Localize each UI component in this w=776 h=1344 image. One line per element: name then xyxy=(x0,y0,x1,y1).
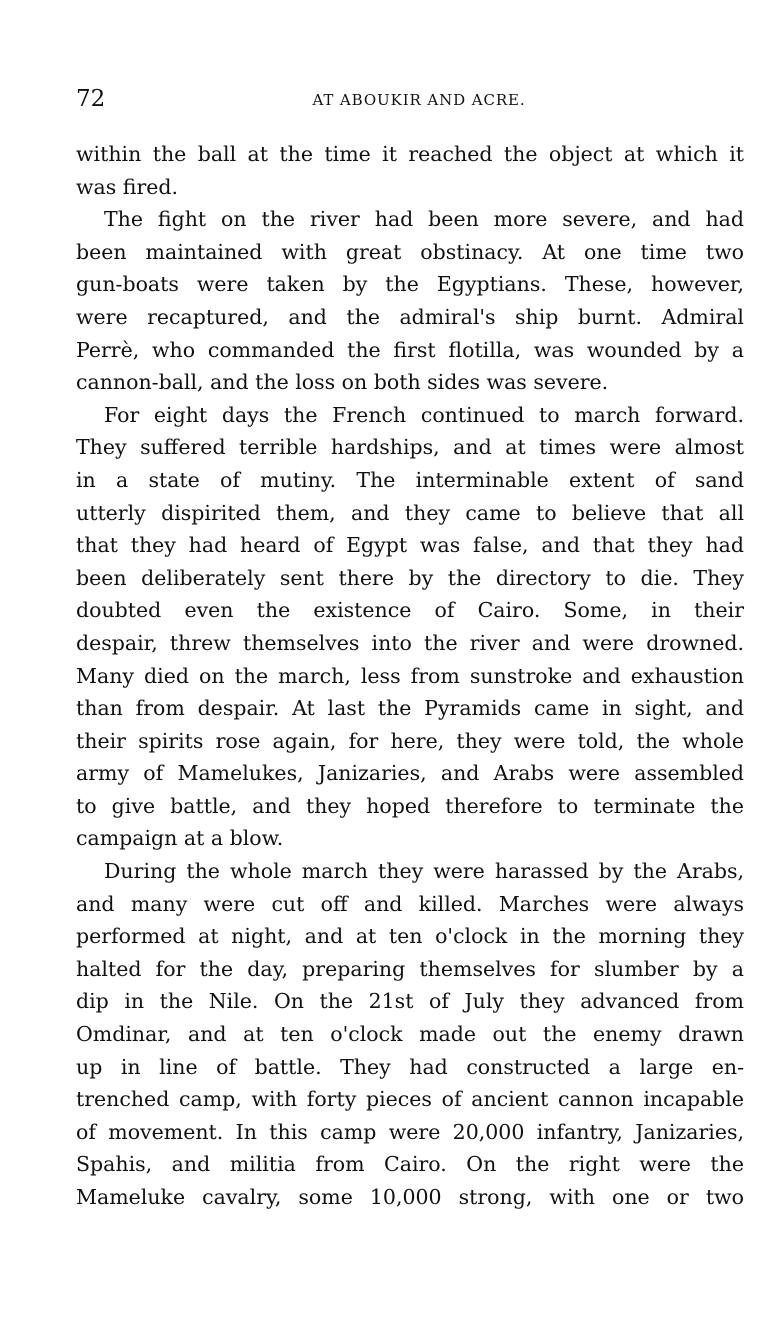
text-line: campaign at a blow. xyxy=(76,826,284,851)
text-line: For eight days the French continued to march forward. xyxy=(104,402,744,427)
text-line: of movement. In this camp were 20,000 infantry, Janizaries, xyxy=(76,1119,744,1144)
text-line: cannon-ball, and the loss on both sides was severe. xyxy=(76,370,609,395)
text-line: utterly dispirited them, and they came to believe that all xyxy=(76,500,744,525)
text-line: their spirits rose again, for here, they were told, the whole xyxy=(76,728,744,753)
text-line: halted for the day, preparing themselves for slumber by a xyxy=(76,956,744,981)
text-line: Omdinar, and at ten o'clock made out the enemy drawn xyxy=(76,1022,744,1047)
page-header xyxy=(76,86,744,116)
text-line: to give battle, and they hoped therefore to terminate the xyxy=(76,793,744,818)
text-line: doubted even the existence of Cairo. Some, in their xyxy=(76,598,744,623)
paragraph xyxy=(76,203,744,399)
text-line: During the whole march they were harassed by the Arabs, xyxy=(104,859,744,884)
text-line: trenched camp, with forty pieces of ancient cannon incapable xyxy=(76,1087,744,1112)
text-line: gun-boats were taken by the Egyptians. These, however, xyxy=(76,272,744,297)
text-line: up in line of battle. They had constructed a large en- xyxy=(76,1054,744,1079)
text-line: been deliberately sent there by the directory to die. They xyxy=(76,565,744,590)
page-number: 72 xyxy=(76,86,106,112)
text-line: Spahis, and militia from Cairo. On the right were the xyxy=(76,1152,744,1177)
body-text xyxy=(76,138,744,1214)
running-title: AT ABOUKIR AND ACRE. xyxy=(312,91,526,109)
paragraph xyxy=(76,399,744,855)
text-line: were recaptured, and the admiral's ship burnt. Admiral xyxy=(76,304,744,329)
text-line: and many were cut off and killed. Marches were always xyxy=(76,891,744,916)
text-line: been maintained with great obstinacy. At one time two xyxy=(76,239,744,264)
paragraph xyxy=(76,138,744,203)
text-line: that they had heard of Egypt was false, and that they had xyxy=(76,533,744,558)
text-line: than from despair. At last the Pyramids came in sight, and xyxy=(76,696,744,721)
text-line: despair, threw themselves into the river and were drowned. xyxy=(76,630,744,655)
text-line: Mameluke cavalry, some 10,000 strong, with one or two xyxy=(76,1185,744,1209)
text-line: performed at night, and at ten o'clock in the morning they xyxy=(76,924,744,949)
text-line: They suffered terrible hardships, and at times were almost xyxy=(76,435,744,460)
text-line: was fired. xyxy=(76,174,179,199)
text-line: dip in the Nile. On the 21st of July they advanced from xyxy=(76,989,744,1014)
text-line: army of Mamelukes, Janizaries, and Arabs were assembled xyxy=(76,761,744,786)
text-line: The fight on the river had been more severe, and had xyxy=(104,207,744,232)
text-line: within the ball at the time it reached the object at which it xyxy=(76,142,744,166)
text-line: Many died on the march, less from sunstroke and exhaustion xyxy=(76,663,744,688)
text-line: in a state of mutiny. The interminable extent of sand xyxy=(76,467,744,492)
paragraph xyxy=(76,855,744,1214)
text-line: Perrè, who commanded the first flotilla, was wounded by a xyxy=(76,337,744,362)
